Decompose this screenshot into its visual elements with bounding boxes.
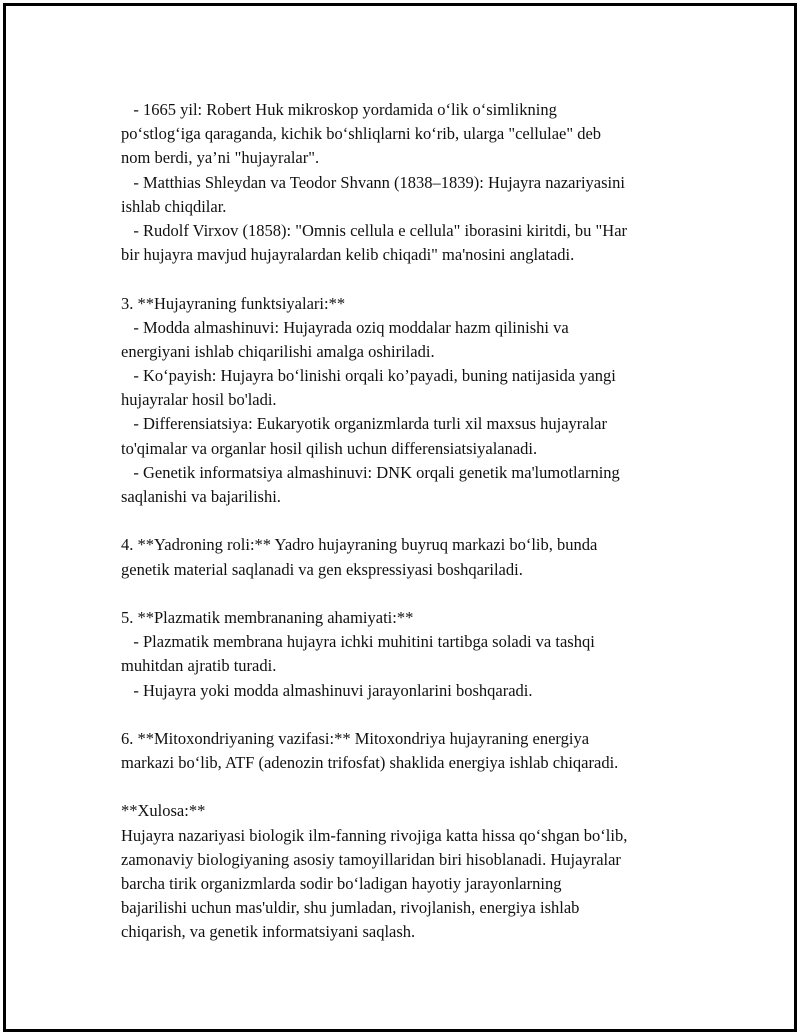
- text-line: - Hujayra yoki modda almashinuvi jarayonlarini boshqaradi.: [121, 680, 533, 700]
- text-line: 3. **Hujayraning funktsiyalari:**: [121, 293, 346, 313]
- text-line: - Rudolf Virxov (1858): "Omnis cellula e cellula" iborasini kiritdi, bu "Har: [121, 220, 628, 240]
- function-reproduction: [121, 364, 693, 412]
- membrane-item-1: [121, 630, 693, 678]
- section-5-heading: [121, 606, 693, 630]
- text-line: Hujayra nazariyasi biologik ilm-fanning rivojiga katta hissa qo‘shgan bo‘lib,: [121, 825, 628, 845]
- history-item-schleiden-schwann: [121, 171, 693, 219]
- section-4-paragraph: [121, 533, 693, 581]
- text-line: barcha tirik organizmlarda sodir bo‘ladigan hayotiy jarayonlarning: [121, 874, 562, 893]
- conclusion-heading: [121, 799, 693, 823]
- text-line: nom berdi, ya’ni "hujayralar".: [121, 148, 320, 168]
- document-body: [121, 98, 693, 945]
- text-line: genetik material saqlanadi va gen ekspressiyasi boshqariladi.: [121, 559, 523, 579]
- text-line: hujayralar hosil bo'ladi.: [121, 390, 277, 410]
- text-line: bajarilishi uchun mas'uldir, shu jumladan, rivojlanish, energiya ishlab: [121, 898, 580, 918]
- text-line: 6. **Mitoxondriyaning vazifasi:** Mitoxondriya hujayraning energiya: [121, 728, 590, 748]
- blank-line: [121, 267, 693, 291]
- text-line: to'qimalar va organlar hosil qilish uchun differensiatsiyalanadi.: [121, 438, 538, 458]
- text-line: **Xulosa:**: [121, 801, 206, 821]
- function-metabolism: [121, 316, 693, 364]
- blank-line: [121, 775, 693, 799]
- text-line: markazi bo‘lib, ATF (adenozin trifosfat) shaklida energiya ishlab chiqaradi.: [121, 753, 619, 773]
- page-frame: [3, 3, 797, 1032]
- section-6-paragraph: [121, 727, 693, 775]
- membrane-item-2: [121, 679, 693, 703]
- text-line: - Matthias Shleydan va Teodor Shvann (1838–1839): Hujayra nazariyasini: [121, 172, 625, 192]
- text-line: - Ko‘payish: Hujayra bo‘linishi orqali ko’payadi, buning natijasida yangi: [121, 366, 616, 386]
- text-line: muhitdan ajratib turadi.: [121, 656, 277, 676]
- text-line: bir hujayra mavjud hujayralardan kelib chiqadi" ma'nosini anglatadi.: [121, 245, 575, 265]
- blank-line: [121, 509, 693, 533]
- text-line: - Differensiatsiya: Eukaryotik organizmlarda turli xil maxsus hujayralar: [121, 414, 608, 434]
- text-line: zamonaviy biologiyaning asosiy tamoyillaridan biri hisoblanadi. Hujayralar: [121, 849, 621, 869]
- text-line: 4. **Yadroning roli:** Yadro hujayraning buyruq markazi bo‘lib, bunda: [121, 535, 598, 555]
- text-line: saqlanishi va bajarilishi.: [121, 487, 281, 506]
- text-line: - 1665 yil: Robert Huk mikroskop yordamida o‘lik o‘simlikning: [121, 100, 557, 119]
- history-item-virchow: [121, 219, 693, 267]
- text-line: 5. **Plazmatik membrananing ahamiyati:**: [121, 607, 414, 627]
- text-line: - Genetik informatsiya almashinuvi: DNK orqali genetik ma'lumotlarning: [121, 462, 620, 482]
- section-3-heading: [121, 292, 693, 316]
- text-line: - Modda almashinuvi: Hujayrada oziq moddalar hazm qilinishi va: [121, 317, 569, 337]
- text-line: ishlab chiqdilar.: [121, 196, 227, 216]
- function-differentiation: [121, 412, 693, 460]
- conclusion-paragraph: [121, 824, 693, 945]
- blank-line: [121, 582, 693, 606]
- text-line: - Plazmatik membrana hujayra ichki muhitini tartibga soladi va tashqi: [121, 632, 595, 652]
- history-item-1665: [121, 98, 693, 171]
- text-line: po‘stlog‘iga qaraganda, kichik bo‘shliqlarni ko‘rib, ularga "cellulae" deb: [121, 124, 602, 144]
- text-line: chiqarish, va genetik informatsiyani saqlash.: [121, 922, 416, 942]
- function-genetic-exchange: [121, 461, 693, 509]
- blank-line: [121, 703, 693, 727]
- text-line: energiyani ishlab chiqarilishi amalga oshiriladi.: [121, 341, 435, 361]
